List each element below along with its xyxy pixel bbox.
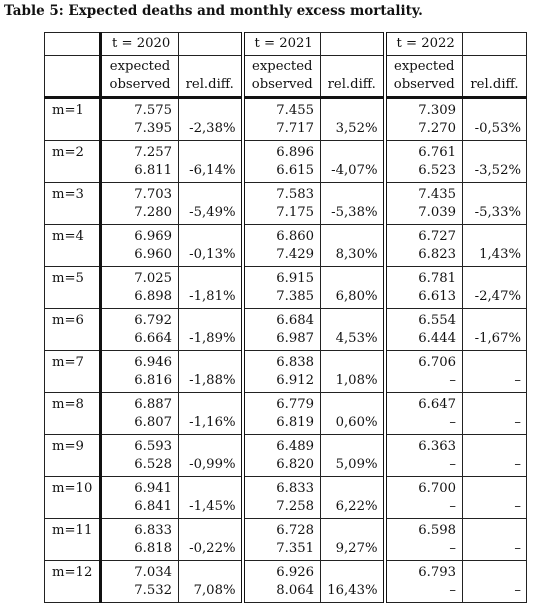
rel-diff-header: rel.diff. xyxy=(463,56,527,98)
expected-value: 6.728 xyxy=(276,523,314,538)
observed-value: 7.717 xyxy=(276,121,314,136)
observed-value: 6.444 xyxy=(418,331,456,346)
observed-value: 6.613 xyxy=(418,289,456,304)
table-row xyxy=(45,519,527,561)
year-header-blank xyxy=(463,33,527,56)
table-row xyxy=(45,561,527,603)
table-caption: Table 5: Expected deaths and monthly excess mortality. xyxy=(4,3,423,19)
table-row xyxy=(45,351,527,393)
rel-diff-cell: 6,22% xyxy=(321,477,385,519)
observed-value: 6.816 xyxy=(134,373,172,388)
rel-diff-cell: 8,30% xyxy=(321,225,385,267)
expected-value: 6.833 xyxy=(134,523,172,538)
observed-value: – xyxy=(449,415,456,430)
mortality-table xyxy=(44,32,527,603)
rel-diff-cell: – xyxy=(463,435,527,477)
rel-diff-cell: – xyxy=(463,351,527,393)
rel-diff-cell: -0,99% xyxy=(179,435,243,477)
expected-value: 6.700 xyxy=(418,481,456,496)
observed-value: 7.532 xyxy=(134,583,172,598)
expected-value: 6.598 xyxy=(418,523,456,538)
expected-value: 7.455 xyxy=(276,103,314,118)
expected-observed-cell xyxy=(101,309,179,351)
expected-value: 7.034 xyxy=(134,565,172,580)
rel-diff-cell: 1,08% xyxy=(321,351,385,393)
rel-diff-cell: -5,38% xyxy=(321,183,385,225)
expected-observed-cell xyxy=(385,519,463,561)
expected-value: 6.896 xyxy=(276,145,314,160)
expected-observed-cell xyxy=(101,98,179,141)
rel-diff-cell: – xyxy=(463,519,527,561)
year-header-blank xyxy=(179,33,243,56)
rel-diff-cell: 3,52% xyxy=(321,98,385,141)
rel-diff-cell: 9,27% xyxy=(321,519,385,561)
rel-diff-cell: -1,81% xyxy=(179,267,243,309)
table-row xyxy=(45,435,527,477)
expected-value: 6.781 xyxy=(418,271,456,286)
expected-observed-cell xyxy=(385,225,463,267)
expected-value: 6.838 xyxy=(276,355,314,370)
observed-value: 6.615 xyxy=(276,163,314,178)
month-label: m=10 xyxy=(45,477,101,519)
expected-observed-cell xyxy=(243,519,321,561)
observed-value: 6.664 xyxy=(134,331,172,346)
observed-value: 6.912 xyxy=(276,373,314,388)
rel-diff-cell: -5,33% xyxy=(463,183,527,225)
year-header-2020: t = 2020 xyxy=(101,33,179,56)
expected-value: 6.593 xyxy=(134,439,172,454)
expected-observed-cell xyxy=(101,351,179,393)
expected-observed-cell xyxy=(243,98,321,141)
month-label: m=5 xyxy=(45,267,101,309)
expected-value: 6.926 xyxy=(276,565,314,580)
observed-value: 6.807 xyxy=(134,415,172,430)
expected-observed-cell xyxy=(385,393,463,435)
expected-observed-cell xyxy=(101,183,179,225)
expected-value: 6.684 xyxy=(276,313,314,328)
expected-value: 6.554 xyxy=(418,313,456,328)
observed-value: – xyxy=(449,499,456,514)
expected-observed-header: expected observed xyxy=(101,56,179,98)
rel-diff-header: rel.diff. xyxy=(321,56,385,98)
expected-observed-cell xyxy=(385,98,463,141)
observed-value: 6.811 xyxy=(134,163,172,178)
expected-observed-cell xyxy=(101,225,179,267)
rel-diff-cell: – xyxy=(463,393,527,435)
year-header-2022: t = 2022 xyxy=(385,33,463,56)
observed-value: – xyxy=(449,583,456,598)
expected-value: 6.833 xyxy=(276,481,314,496)
rel-diff-cell: 1,43% xyxy=(463,225,527,267)
rel-diff-cell: 0,60% xyxy=(321,393,385,435)
month-label: m=11 xyxy=(45,519,101,561)
observed-value: – xyxy=(449,457,456,472)
observed-value: 7.175 xyxy=(276,205,314,220)
table-row xyxy=(45,267,527,309)
expected-observed-cell xyxy=(385,141,463,183)
expected-observed-cell xyxy=(243,267,321,309)
corner-cell xyxy=(45,56,101,98)
table-row xyxy=(45,393,527,435)
expected-observed-cell xyxy=(101,561,179,603)
table-row xyxy=(45,141,527,183)
expected-value: 6.969 xyxy=(134,229,172,244)
rel-diff-cell: 16,43% xyxy=(321,561,385,603)
rel-diff-cell: -2,38% xyxy=(179,98,243,141)
observed-value: 6.841 xyxy=(134,499,172,514)
observed-value: 7.429 xyxy=(276,247,314,262)
expected-observed-cell xyxy=(101,141,179,183)
observed-value: 7.385 xyxy=(276,289,314,304)
expected-value: 6.792 xyxy=(134,313,172,328)
rel-diff-cell: – xyxy=(463,477,527,519)
expected-value: 7.435 xyxy=(418,187,456,202)
month-label: m=2 xyxy=(45,141,101,183)
observed-value: 6.898 xyxy=(134,289,172,304)
rel-diff-header: rel.diff. xyxy=(179,56,243,98)
rel-diff-cell: -2,47% xyxy=(463,267,527,309)
observed-value: 7.270 xyxy=(418,121,456,136)
year-header-row xyxy=(45,33,527,56)
expected-value: 7.575 xyxy=(134,103,172,118)
observed-value: 6.819 xyxy=(276,415,314,430)
month-label: m=12 xyxy=(45,561,101,603)
observed-value: 6.523 xyxy=(418,163,456,178)
month-label: m=6 xyxy=(45,309,101,351)
expected-observed-cell xyxy=(101,267,179,309)
rel-diff-cell: -0,13% xyxy=(179,225,243,267)
expected-observed-cell xyxy=(243,561,321,603)
expected-observed-cell xyxy=(243,435,321,477)
expected-observed-cell xyxy=(385,309,463,351)
expected-observed-cell xyxy=(385,183,463,225)
expected-value: 6.915 xyxy=(276,271,314,286)
expected-observed-header: expected observed xyxy=(243,56,321,98)
rel-diff-cell: – xyxy=(463,561,527,603)
observed-value: 6.818 xyxy=(134,541,172,556)
rel-diff-cell: 4,53% xyxy=(321,309,385,351)
month-label: m=3 xyxy=(45,183,101,225)
expected-observed-cell xyxy=(385,351,463,393)
expected-observed-cell xyxy=(101,393,179,435)
table-row xyxy=(45,309,527,351)
observed-value: 6.987 xyxy=(276,331,314,346)
rel-diff-cell: -1,88% xyxy=(179,351,243,393)
rel-diff-cell: -1,16% xyxy=(179,393,243,435)
expected-observed-cell xyxy=(243,477,321,519)
expected-value: 7.703 xyxy=(134,187,172,202)
observed-value: 6.960 xyxy=(134,247,172,262)
observed-value: 6.528 xyxy=(134,457,172,472)
observed-value: 7.258 xyxy=(276,499,314,514)
month-label: m=8 xyxy=(45,393,101,435)
expected-value: 6.727 xyxy=(418,229,456,244)
table-row xyxy=(45,98,527,141)
month-label: m=9 xyxy=(45,435,101,477)
expected-value: 6.946 xyxy=(134,355,172,370)
month-label: m=7 xyxy=(45,351,101,393)
rel-diff-cell: -4,07% xyxy=(321,141,385,183)
table-row xyxy=(45,477,527,519)
expected-observed-cell xyxy=(243,225,321,267)
observed-value: 7.395 xyxy=(134,121,172,136)
rel-diff-cell: -0,22% xyxy=(179,519,243,561)
expected-observed-cell xyxy=(243,351,321,393)
rel-diff-cell: -0,53% xyxy=(463,98,527,141)
expected-value: 6.489 xyxy=(276,439,314,454)
expected-observed-cell xyxy=(243,309,321,351)
expected-observed-cell xyxy=(243,183,321,225)
expected-value: 6.706 xyxy=(418,355,456,370)
expected-value: 7.583 xyxy=(276,187,314,202)
expected-value: 7.025 xyxy=(134,271,172,286)
expected-observed-cell xyxy=(385,267,463,309)
column-header-row xyxy=(45,56,527,98)
rel-diff-cell: 7,08% xyxy=(179,561,243,603)
expected-value: 6.647 xyxy=(418,397,456,412)
rel-diff-cell: 5,09% xyxy=(321,435,385,477)
expected-value: 6.860 xyxy=(276,229,314,244)
rel-diff-cell: -6,14% xyxy=(179,141,243,183)
expected-value: 6.887 xyxy=(134,397,172,412)
expected-observed-cell xyxy=(385,435,463,477)
expected-value: 6.761 xyxy=(418,145,456,160)
expected-observed-cell xyxy=(243,393,321,435)
expected-value: 6.793 xyxy=(418,565,456,580)
rel-diff-cell: -1,45% xyxy=(179,477,243,519)
rel-diff-cell: 6,80% xyxy=(321,267,385,309)
expected-observed-header: expected observed xyxy=(385,56,463,98)
expected-value: 6.941 xyxy=(134,481,172,496)
expected-observed-cell xyxy=(385,477,463,519)
expected-observed-cell xyxy=(101,435,179,477)
observed-value: 7.280 xyxy=(134,205,172,220)
observed-value: 7.351 xyxy=(276,541,314,556)
rel-diff-cell: -3,52% xyxy=(463,141,527,183)
rel-diff-cell: -1,89% xyxy=(179,309,243,351)
table-row xyxy=(45,225,527,267)
corner-cell xyxy=(45,33,101,56)
observed-value: – xyxy=(449,373,456,388)
observed-value: – xyxy=(449,541,456,556)
observed-value: 6.820 xyxy=(276,457,314,472)
year-header-blank xyxy=(321,33,385,56)
expected-observed-cell xyxy=(101,519,179,561)
expected-observed-cell xyxy=(243,141,321,183)
table-row xyxy=(45,183,527,225)
year-header-2021: t = 2021 xyxy=(243,33,321,56)
expected-observed-cell xyxy=(385,561,463,603)
expected-value: 7.257 xyxy=(134,145,172,160)
observed-value: 6.823 xyxy=(418,247,456,262)
rel-diff-cell: -1,67% xyxy=(463,309,527,351)
month-label: m=1 xyxy=(45,98,101,141)
observed-value: 7.039 xyxy=(418,205,456,220)
month-label: m=4 xyxy=(45,225,101,267)
rel-diff-cell: -5,49% xyxy=(179,183,243,225)
observed-value: 8.064 xyxy=(276,583,314,598)
expected-value: 7.309 xyxy=(418,103,456,118)
expected-observed-cell xyxy=(101,477,179,519)
expected-value: 6.779 xyxy=(276,397,314,412)
expected-value: 6.363 xyxy=(418,439,456,454)
